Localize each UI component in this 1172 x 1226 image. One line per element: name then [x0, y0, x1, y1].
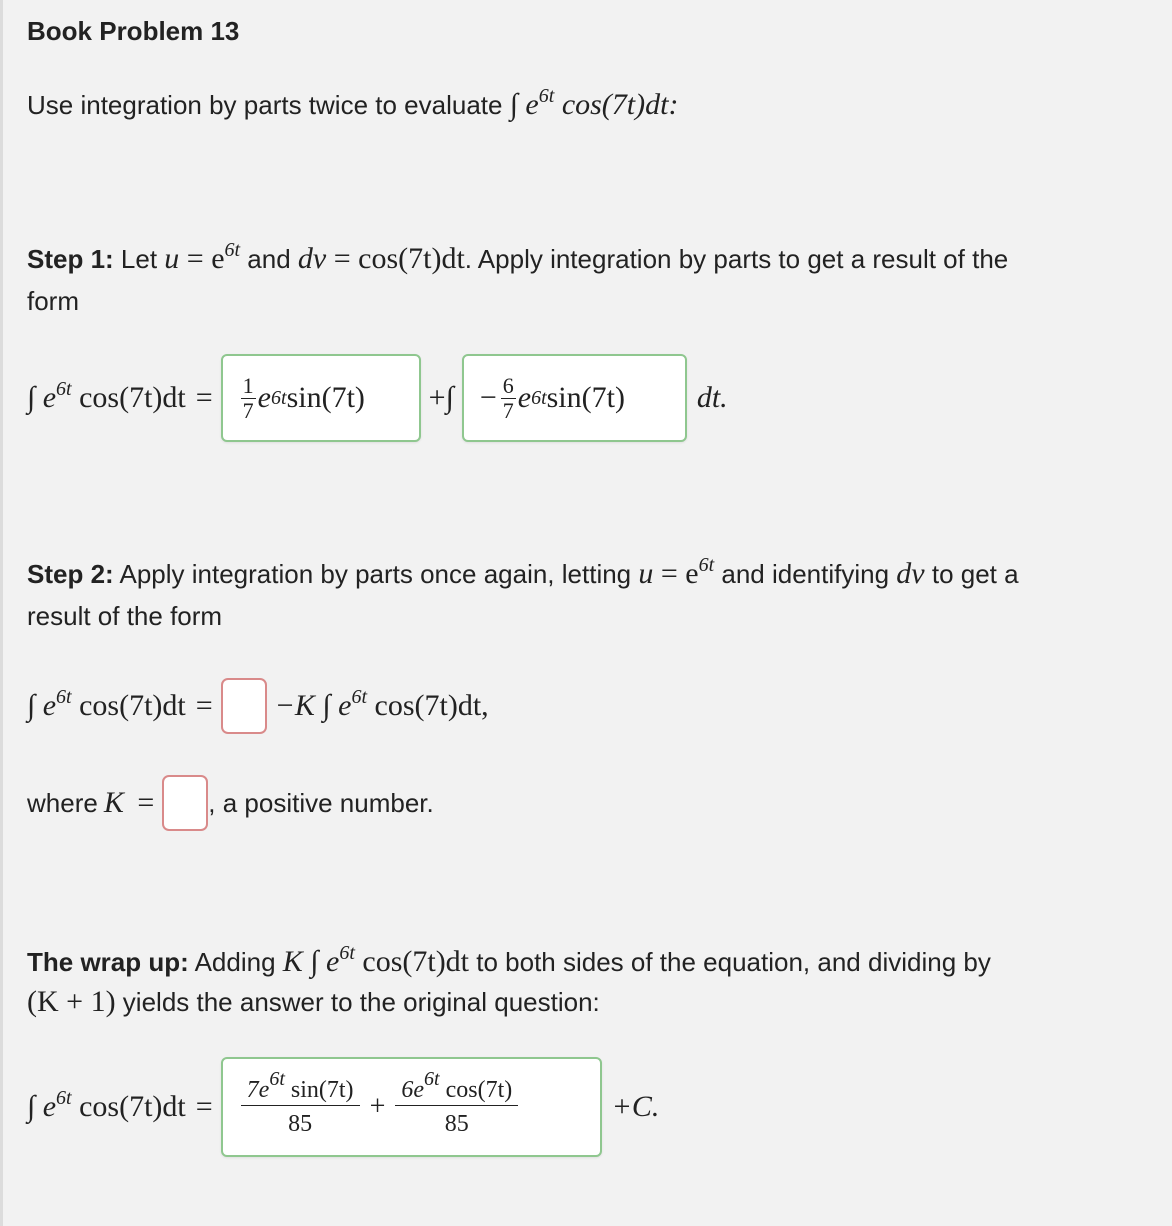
- intro-text: [27, 85, 679, 122]
- left-rule: [0, 0, 3, 1226]
- step1-answer-box-2[interactable]: − $\frac{6}{7}$ e 6t sin(7t): [462, 354, 687, 442]
- step1-box1-fraction: $\frac{1}{7}$: [242, 372, 254, 423]
- k-tail-text: , a positive number.: [208, 787, 434, 818]
- step2-lhs: ∫ $e^{6t}$ cos(7t)dt: [27, 686, 186, 722]
- step1-label: Step 1:: [27, 244, 114, 274]
- step1-lhs: ∫ $e^{6t}$ cos(7t)dt: [27, 378, 186, 414]
- final-equation: [27, 1057, 659, 1157]
- final-fraction-1: $\frac{7e^{6t} \sin(7t)}{85}$: [241, 1078, 360, 1136]
- final-answer-box[interactable]: $\frac{7e^{6t} \sin(7t)}{85}$ + $\frac{6e^{6t} \cos(7t)}{85}$: [221, 1057, 602, 1157]
- problem-title: Book Problem 13: [27, 16, 240, 46]
- wrap-line1: The wrap up: Adding K ∫ $e^{6t}$ cos(7t)dt to both sides of the equation, and dividing by: [27, 942, 991, 978]
- step2-equation: [27, 678, 489, 734]
- intro-text-label: Use integration by parts twice to evaluate: [27, 90, 510, 120]
- step1-plus-integral: +∫: [428, 381, 454, 414]
- step1-equation: [27, 354, 728, 442]
- step2-line1: Step 2: Apply integration by parts once again, letting $u = e^{6t}$ and identifying dv to get a: [27, 554, 1019, 590]
- intro-integral: ∫ $e^{6t}$ cos(7t)dt:: [509, 85, 679, 121]
- step2-answer-input[interactable]: [221, 678, 267, 734]
- step1-line2: form: [27, 286, 79, 316]
- final-equals: =: [195, 1090, 213, 1123]
- step1-tail: dt.: [696, 381, 728, 414]
- step1-equals: =: [195, 381, 213, 414]
- wrap-label: The wrap up:: [27, 947, 189, 977]
- step2-equals: =: [195, 689, 213, 722]
- final-tail: +C.: [611, 1090, 660, 1123]
- step1-box2-fraction: $\frac{6}{7}$: [502, 372, 514, 423]
- step1-line1: Step 1: Let $u = e^{6t}$ and dv = cos(7t)dt. Apply integration by parts to get a result of the: [27, 239, 1009, 275]
- where-label: where: [27, 787, 98, 818]
- step1-answer-box-1[interactable]: $\frac{1}{7}$ e 6t sin(7t): [221, 354, 421, 442]
- final-fraction-2: $\frac{6e^{6t} \cos(7t)}{85}$: [395, 1078, 518, 1136]
- step2-line2: result of the form: [27, 601, 223, 631]
- k-line: where K = , a positive number.: [27, 775, 434, 831]
- wrap-line2: (K + 1) yields the answer to the original question:: [27, 985, 600, 1018]
- k-answer-input[interactable]: [162, 775, 208, 831]
- final-lhs: ∫ $e^{6t}$ cos(7t)dt: [27, 1087, 186, 1123]
- step2-label: Step 2:: [27, 559, 114, 589]
- step2-rhs: −K ∫ $e^{6t}$ cos(7t)dt,: [274, 686, 489, 722]
